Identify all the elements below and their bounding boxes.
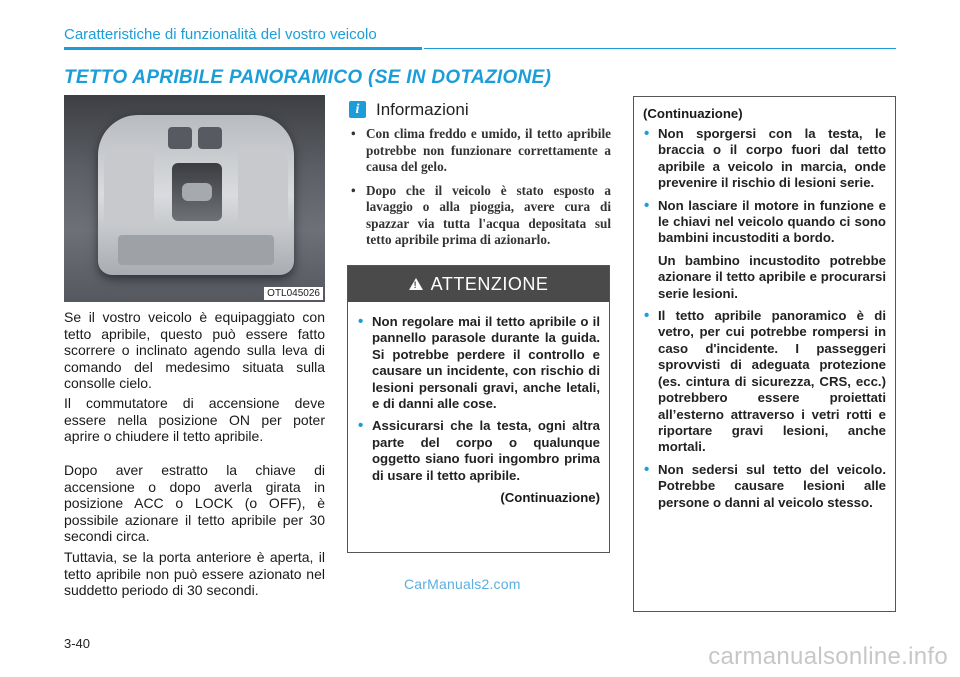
continued-list-2 [643,308,886,511]
warning-heading: ATTENZIONE [430,273,549,294]
left-paragraph-2: Il commutatore di accensione deve essere nella posizione ON per poter aprire o chiudere il tetto apribile. [64,395,325,444]
left-paragraph-3: Dopo aver estratto la chiave di accensione o dopo averla girata in posizione ACC o LOCK (o OFF), è possibile azionare il tetto apribile per 30 secondi circa. [64,462,325,544]
photo-code: OTL045026 [264,287,323,300]
warning-list [357,314,600,484]
info-list [349,126,611,256]
overhead-console [98,115,294,275]
left-paragraph-1: Se il vostro veicolo è equipaggiato con tetto apribile, questo può essere fatto scorrere o inclinato agendo sulla leva di comando del medesimo situata sulla consolle cielo. [64,309,325,391]
info-title: Informazioni [376,100,469,119]
section-header: Caratteristiche di funzionalità del vostro veicolo [64,26,377,43]
info-item: • Dopo che il veicolo è stato esposto a lavaggio o alla pioggia, avere cura di spazzar via tutta l'acqua depositata sul tetto apribile prima di azionarlo. [349,183,611,249]
continued-item: • Il tetto apribile panoramico è di vetro, per cui potrebbe rompersi in caso d'incidente. I passeggeri sprovvisti di adeguata protezione (es. cintura di sicurezza, CRS, ecc.) potrebbero essere proiettati all’esterno attraverso i vetri rotti e riportare gravi lesioni, anche mortali. [643,308,886,456]
lamp-button-icon [168,127,192,149]
child-warning-paragraph: Un bambino incustodito potrebbe azionare il tetto apribile e procurarsi serie lesioni. [658,252,886,301]
page-number: 3-40 [64,636,91,651]
map-lamp-left [104,145,154,225]
footer-watermark[interactable]: carmanualsonline.info [708,643,948,670]
warning-box [347,265,610,553]
continued-item: • Non sporgersi con la testa, le braccia o il corpo fuori dal tetto apribile a veicolo in marcia, onde prevenire il rischio di lesioni serie. [643,126,886,192]
warning-triangle-icon: ! [409,278,423,290]
warning-header [348,266,609,302]
sunglasses-holder [118,235,274,265]
overhead-console-photo [64,95,325,302]
sunroof-control-lever [172,163,222,221]
warning-continued-box [633,96,896,612]
info-icon: i [349,101,366,118]
continued-item: • Non sedersi sul tetto del veicolo. Potrebbe causare lesioni alle persone o danni al veicolo stesso. [643,462,886,511]
warning-item: • Non regolare mai il tetto apribile o il pannello parasole durante la guida. Si potrebbe perdere il controllo e causare un incidente, con rischio di lesioni personali gravi, anche letali, e di danni alle cose. [357,314,600,412]
continued-heading: (Continuazione) [643,106,743,121]
warning-item: • Assicurarsi che la testa, ogni altra parte del corpo o qualunque oggetto siano fuori ingombro prima di usare il tetto apribile. [357,418,600,484]
map-lamp-right [238,145,288,225]
page-title: TETTO APRIBILE PANORAMICO (SE IN DOTAZIONE) [64,67,552,88]
header-rule-thick [64,47,422,50]
left-paragraph-4: Tuttavia, se la porta anteriore è aperta, il tetto apribile non può essere azionato nel suddetto periodo di 30 secondi. [64,549,325,598]
sunroof-tilt-button-icon [198,127,222,149]
site-watermark[interactable]: CarManuals2.com [404,576,521,592]
header-rule-thin [424,48,896,49]
continued-list [643,126,886,247]
info-item: • Con clima freddo e umido, il tetto apribile potrebbe non funzionare correttamente a causa del gelo. [349,126,611,176]
continued-label: (Continuazione) [500,490,600,506]
lever-knob [182,183,212,201]
continued-item: • Non lasciare il motore in funzione e le chiavi nel veicolo quando ci sono bambini incustoditi a bordo. [643,198,886,247]
